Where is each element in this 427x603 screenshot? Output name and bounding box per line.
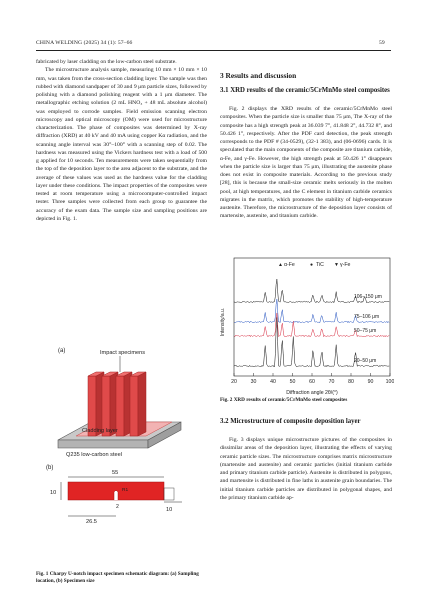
dim-half: 26.5 (86, 519, 97, 525)
panel-b-label: (b) (46, 465, 54, 471)
paragraph: Fig. 3 displays unique microstructure pictures of the composites in dissimilar areas of the deposition layer, illustrating the effects of varying ceramic particle sizes. The microstructure comprises matrix microstructure (martensite and austenite) and ceramic particles (initial titanium carbide and primary titanium carbide particle). Austenite is distributed in polygons, and martensite is distributed in fine laths in austenite grain boundaries. The initial titanium carbide particles are distributed in polygonal shapes, and the primary titanium carbide ap- (220, 437, 392, 501)
x-tick-label: 70 (328, 379, 335, 385)
legend-symbol: ▲ (278, 262, 283, 268)
x-tick-label: 20 (231, 379, 237, 385)
x-axis-ticks (231, 373, 394, 385)
x-tick-label: 100 (385, 379, 394, 385)
xrd-chart (218, 250, 394, 396)
dim-notch: 2 (116, 504, 119, 510)
subsection-3-2-text (220, 436, 392, 502)
legend-entry: α-Fe (284, 262, 295, 268)
legend-symbol: ● (310, 262, 314, 268)
legend-entry: γ-Fe (340, 262, 351, 268)
legend-entry: TiC (316, 262, 324, 268)
page-number: 59 (379, 40, 385, 46)
xrd-series-labels (354, 294, 382, 364)
paragraph: The microstructure analysis sample, measuring 10 mm × 10 mm × 10 mm, was taken from the cross-section cladding layer. The sample was then rubbed with diamond sandpaper of 30 and 9 μm particle sizes, followed by polishing with a diamond polishing reagent with a 1 μm diameter. The metallographic etching solution (2 mL HNO₃ + 48 mL absolute alcohol) was employed to corrode samples. Field emission scanning electron microscopy and optical microscopy (OM) were used for microstructure characterization. The phase of composites was determined by X-ray diffraction (XRD) at 40 kV and 40 mA using copper Kα radiation, and the scanning angle interval was 30°–100° with a scanning step of 0.02. The hardness was measured using the Vickers hardness test with a load of 500 g applied for 10 seconds. Ten measurements were taken sequentially from the top of the deposition layer to the area adjacent to the substrate, and the average of these values was used as the hardness value for the cladding layer under these conditions. The impact properties of the composites were tested at room temperature using a microcomputer-controlled impact tester. Three samples were collected from each group to guarantee the accuracy of the exam data. The sample size and sampling positions are depicted in Fig. 1. (36, 67, 207, 222)
dim-length: 55 (112, 470, 119, 476)
x-axis-label: Diffraction angle 2θ/(°) (286, 390, 338, 396)
x-tick-label: 50 (289, 379, 296, 385)
xrd-series (234, 279, 389, 367)
cladding-layer-label: Cladding layer (82, 428, 118, 434)
subsection-3-1-text (220, 105, 392, 221)
y-axis-label: Intensity/a.u. (220, 307, 226, 337)
section-title: 3 Results and discussion (220, 71, 297, 80)
u-notch (114, 491, 118, 501)
series-label: 75–106 μm (354, 314, 380, 320)
header-rule (36, 50, 391, 51)
subsection-3-1-title: 3.1 XRD results of the ceramic/5CrMnMo steel composites (220, 87, 390, 94)
x-tick-label: 90 (367, 379, 374, 385)
figure-1 (36, 336, 211, 561)
subsection-3-2-title: 3.2 Microstructure of composite deposition layer (220, 418, 361, 425)
series-label: 106–150 μm (354, 294, 382, 300)
chart-legend (278, 262, 350, 268)
left-column-text (36, 58, 207, 223)
figure-1-drawing (36, 336, 211, 561)
series-label: 20–50 μm (354, 358, 377, 364)
panel-a-label: (a) (58, 348, 66, 354)
figure-2-chart (218, 250, 394, 396)
dim-height: 10 (50, 490, 57, 496)
paragraph: Fig. 2 displays the XRD results of the ceramic/5CrMnMo steel composites. When the particle size is smaller than 75 μm, The X-ray of the composite has a high strength peak at 36.039 7°, 41.848 2°, 44.732 8°, and 50.426 1°, respectively. After the PDF card detection, the peak strength corresponds to the PDF # (34-0529), (32-1 383), and (06-0696) cards. It is speculated that the main components of the composite are titanium carbide, α-Fe, and γ-Fe. However, the high strength peak at 50.426 1° disappears when the particle size is larger than 75 μm, illustrating the austenite phase does not exist in composite materials. According to the previous study [28], this is because the small-size ceramic melts seriously in the molten pool, at high temperatures, and the C element in titanium carbide ceramics migrates in the matrix, which promotes the stability of high-temperature austenite. Therefore, the microstructure of the deposition layer consists of martensite, austenite, and titanium carbide. (220, 106, 392, 220)
legend-symbol: ▼ (334, 262, 339, 268)
x-tick-label: 80 (348, 379, 354, 385)
paragraph: fabricated by laser cladding on the low-carbon steel substrate. (36, 59, 177, 65)
impact-specimens-label: Impact specimens (100, 350, 146, 356)
figure-1-caption: Fig. 1 Charpy U-notch impact specimen schematic diagram: (a) Sampling location, (b) Specimen size (36, 571, 199, 585)
substrate-label: Q235 low-carbon steel (66, 452, 122, 458)
x-tick-label: 40 (270, 379, 276, 385)
figure-2-caption: Fig. 2 XRD results of ceramic/5CrMnMo steel composites (220, 397, 348, 403)
substrate-front-face (58, 440, 148, 448)
journal-header: CHINA WELDING (2025) 34 (1): 57–66 (36, 40, 133, 46)
x-tick-label: 60 (309, 379, 315, 385)
series-label: 50–75 μm (354, 328, 377, 334)
dim-right: 10 (166, 507, 173, 513)
dim-radius: R1 (122, 488, 129, 493)
x-tick-label: 30 (250, 379, 257, 385)
impact-specimens (88, 372, 146, 436)
